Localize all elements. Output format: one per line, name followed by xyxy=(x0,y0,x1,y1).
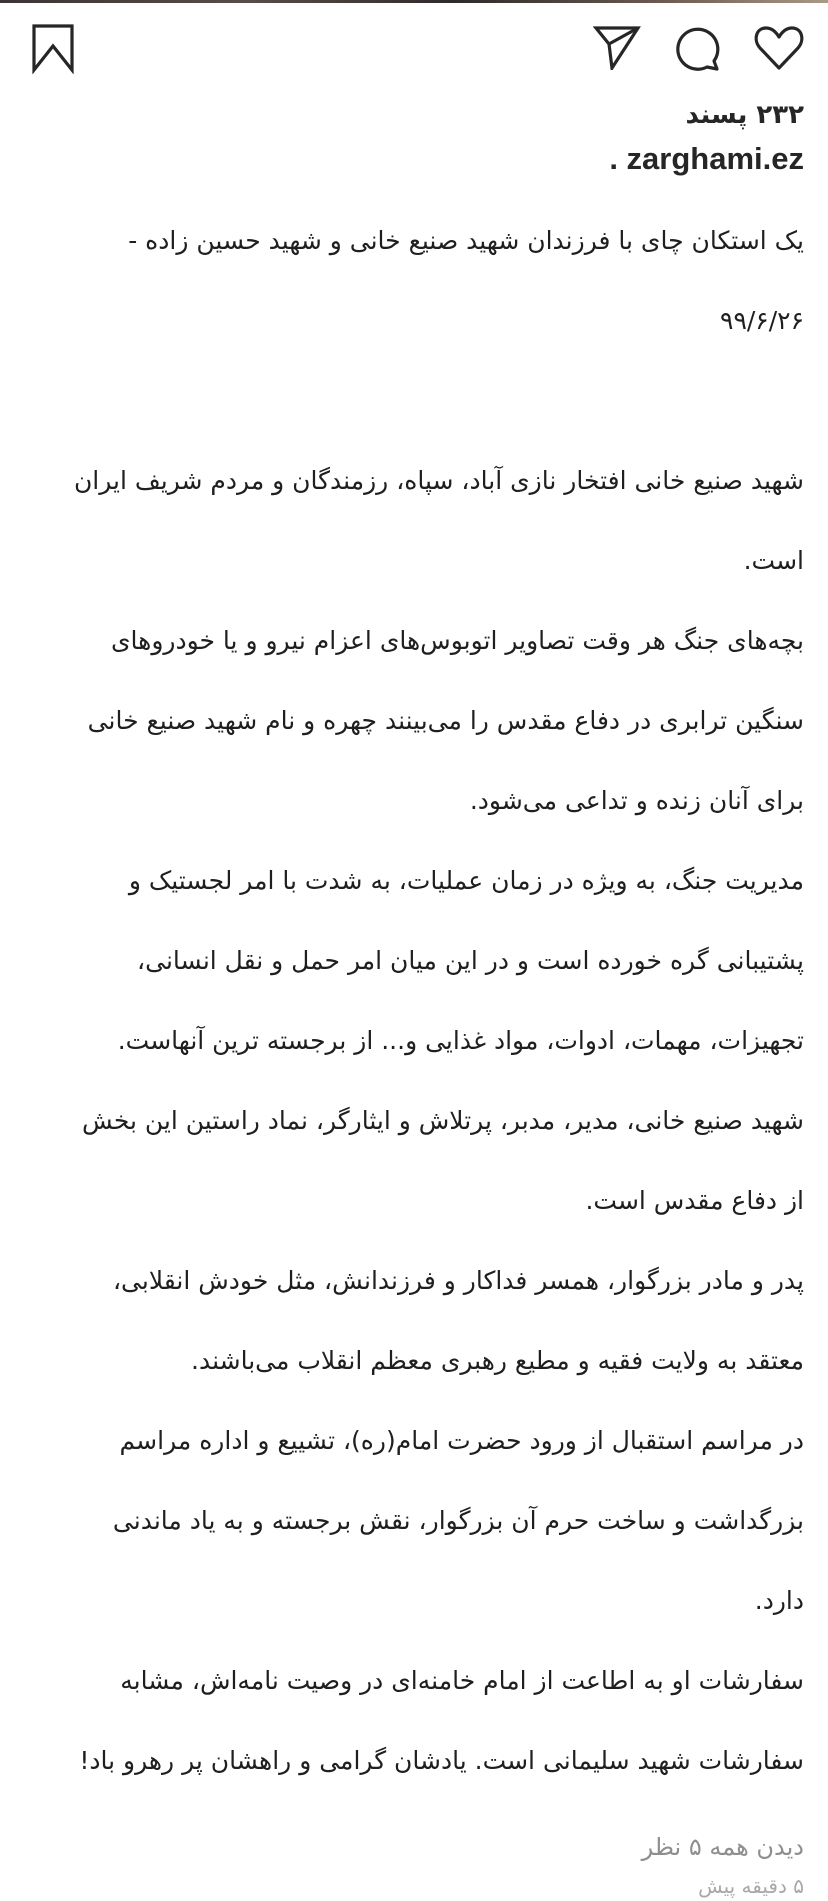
caption-line: برای آنان زنده و تداعی می‌شود. xyxy=(469,786,804,815)
caption-line: بچه‌های جنگ هر وقت تصاویر اتوبوس‌های اعزام نیرو و یا خودروهای xyxy=(110,626,804,655)
caption-spacer xyxy=(24,381,804,421)
post-caption xyxy=(24,181,804,1821)
post-timestamp: ۵ دقیقه پیش xyxy=(698,1874,804,1898)
post-details xyxy=(24,95,804,1901)
view-all-comments-link[interactable]: دیدن همه ۵ نظر xyxy=(641,1833,804,1861)
caption-line: بزرگداشت و ساخت حرم آن بزرگوار، نقش برجسته و به یاد ماندنی xyxy=(112,1506,804,1535)
caption-line: شهید صنیع خانی افتخار نازی آباد، سپاه، رزمندگان و مردم شریف ایران xyxy=(73,466,804,495)
likes-count[interactable]: ۲۳۲ پسند xyxy=(685,100,804,130)
heart-icon[interactable] xyxy=(752,24,806,72)
caption-line: پشتیبانی گره خورده است و در این میان امر حمل و نقل انسانی، xyxy=(137,946,804,975)
caption-line: دارد. xyxy=(754,1586,804,1615)
caption-line: معتقد به ولایت فقیه و مطیع رهبری معظم انقلاب می‌باشند. xyxy=(191,1346,804,1375)
caption-line: پدر و مادر بزرگوار، همسر فداکار و فرزندانش، مثل خودش انقلابی، xyxy=(112,1266,804,1295)
post-action-bar xyxy=(0,0,828,95)
caption-line: سنگین ترابری در دفاع مقدس را می‌بینند چهره و نام شهید صنیع خانی xyxy=(87,706,804,735)
caption-line: است. xyxy=(743,546,804,575)
speech-bubble-icon[interactable] xyxy=(673,23,723,73)
caption-line: تجهیزات، مهمات، ادوات، مواد غذایی و... از برجسته ترین آنهاست. xyxy=(117,1026,804,1055)
caption-date: ۹۹/۶/۲۶ xyxy=(720,306,804,335)
caption-line: سفارشات شهید سلیمانی است. یادشان گرامی و راهشان پر رهرو باد! xyxy=(79,1746,804,1775)
caption-line: در مراسم استقبال از ورود حضرت امام(ره)، تشییع و اداره مراسم xyxy=(119,1426,804,1455)
caption-line: شهید صنیع خانی، مدیر، مدبر، پرتلاش و ایثارگر، نماد راستین این بخش xyxy=(81,1106,804,1135)
username-link[interactable]: . zarghami.ez xyxy=(609,141,804,176)
paper-plane-icon[interactable] xyxy=(593,24,641,70)
caption-line: سفارشات او به اطاعت از امام خامنه‌ای در وصیت نامه‌اش، مشابه xyxy=(120,1666,804,1695)
caption-line: مدیریت جنگ، به ویژه در زمان عملیات، به شدت با امر لجستیک و xyxy=(128,866,804,895)
bookmark-icon[interactable] xyxy=(30,22,78,74)
caption-line: از دفاع مقدس است. xyxy=(585,1186,804,1215)
caption-line: یک استکان چای با فرزندان شهید صنیع خانی و شهید حسین زاده - xyxy=(128,226,804,255)
